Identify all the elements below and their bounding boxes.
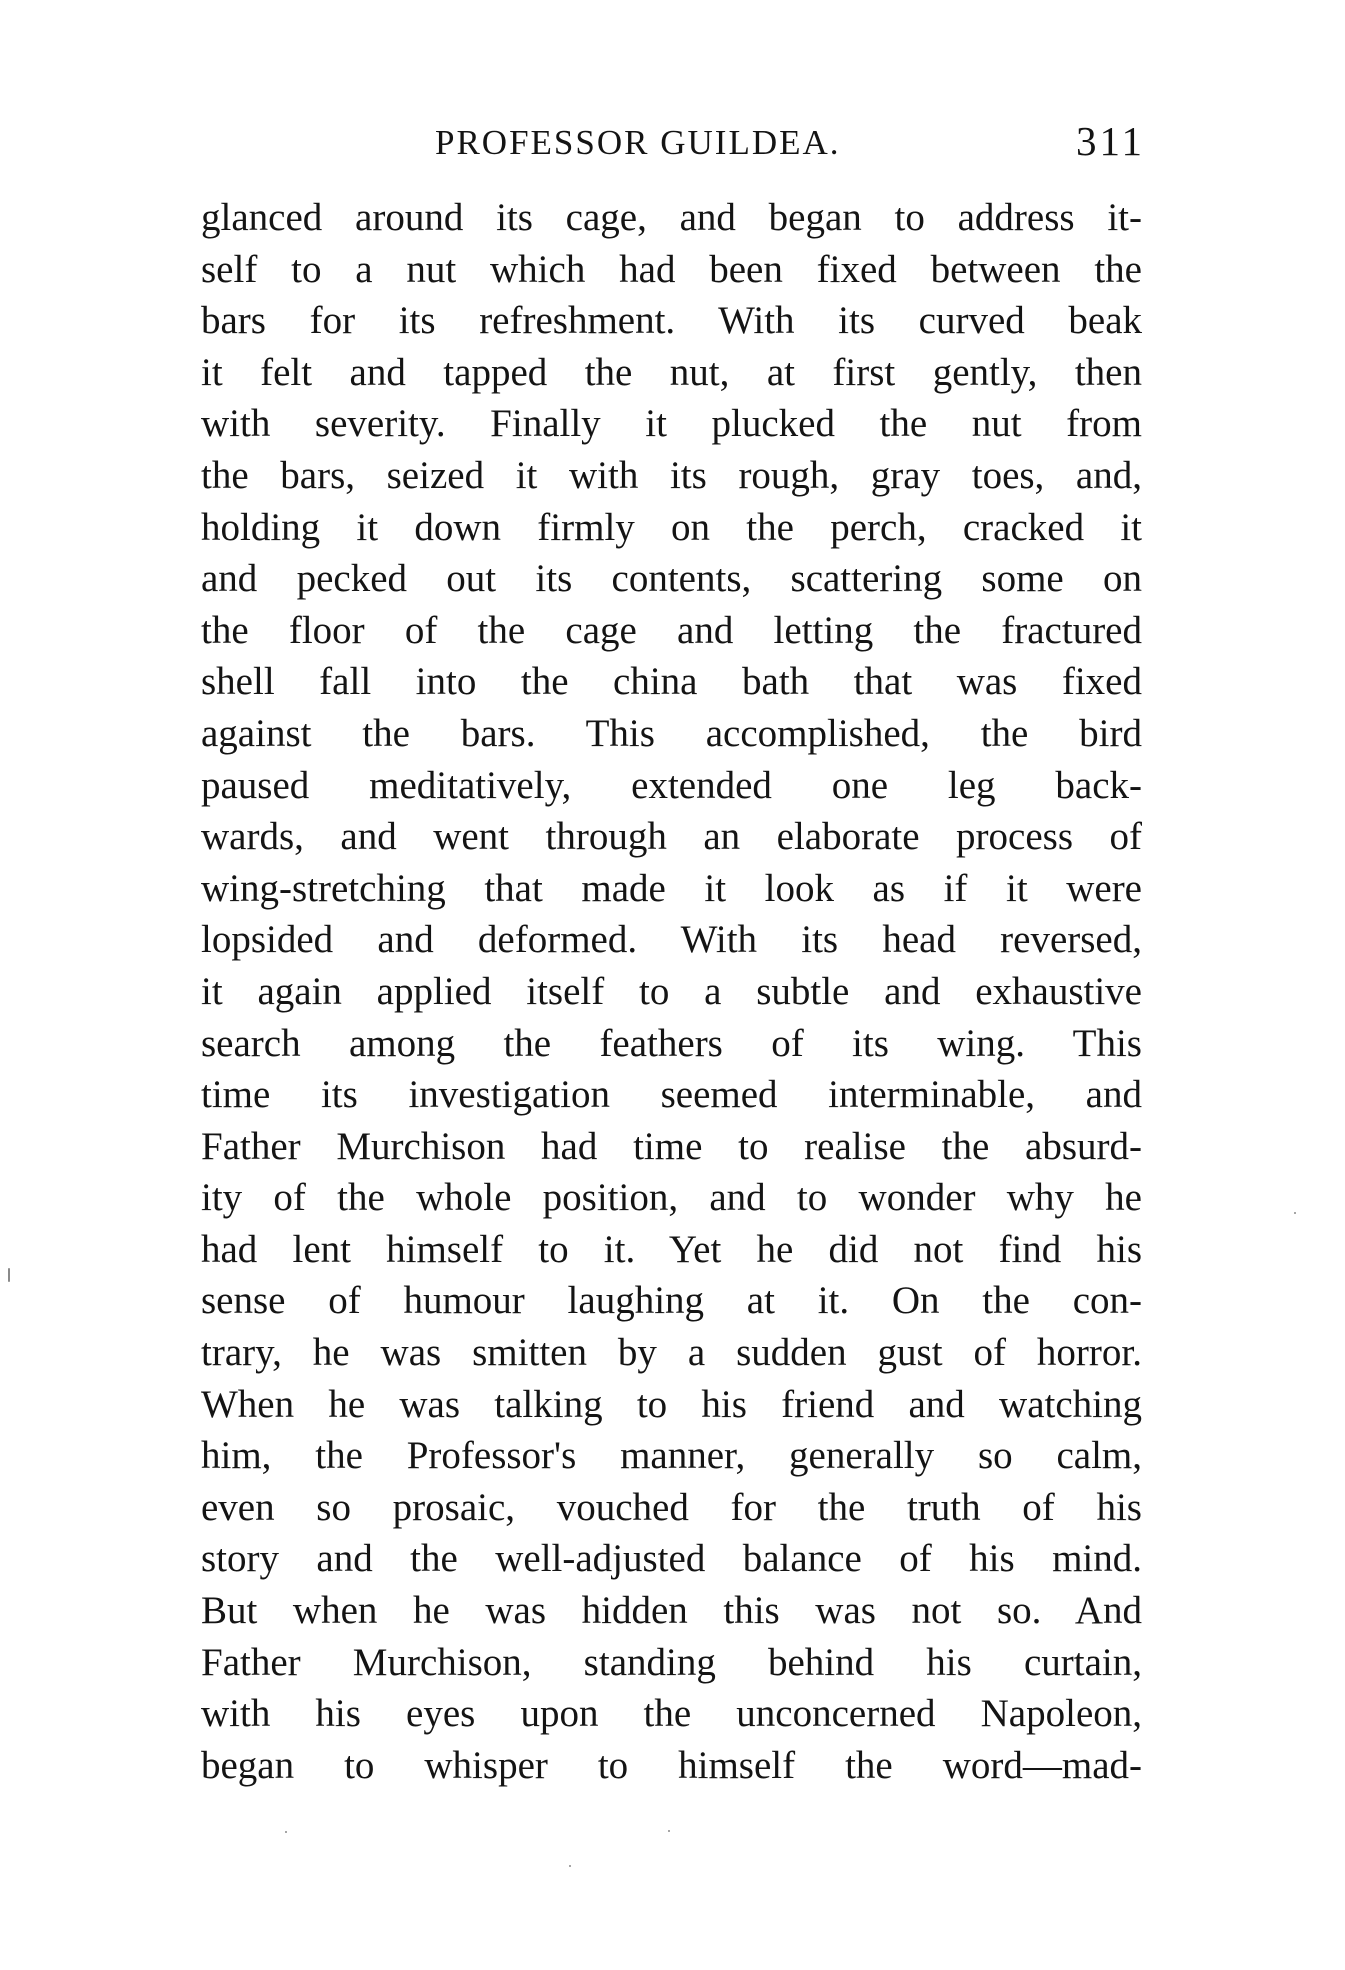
body-text xyxy=(201,192,1142,1791)
text-line: search among the feathers of its wing. This xyxy=(201,1021,1142,1065)
text-line: with his eyes upon the unconcerned Napoleon, xyxy=(201,1692,1142,1736)
text-line: self to a nut which had been fixed between the xyxy=(201,247,1142,291)
text-line: time its investigation seemed interminable, and xyxy=(201,1073,1142,1117)
text-line: had lent himself to it. Yet he did not find his xyxy=(201,1227,1142,1271)
text-line: lopsided and deformed. With its head reversed, xyxy=(201,918,1142,962)
text-line: paused meditatively, extended one leg back- xyxy=(201,763,1142,807)
text-line: began to whisper to himself the word—mad- xyxy=(201,1743,1142,1787)
page-number: 311 xyxy=(1076,118,1145,164)
paper-speck xyxy=(569,1865,571,1867)
text-line: sense of humour laughing at it. On the con- xyxy=(201,1279,1142,1323)
text-line: it felt and tapped the nut, at first gently, then xyxy=(201,350,1142,394)
text-line: story and the well-adjusted balance of his mind. xyxy=(201,1537,1142,1581)
text-line: with severity. Finally it plucked the nut from xyxy=(201,402,1142,446)
paper-speck xyxy=(668,1830,670,1832)
text-line: ity of the whole position, and to wonder why he xyxy=(201,1176,1142,1220)
text-line: it again applied itself to a subtle and exhaustive xyxy=(201,969,1142,1013)
text-line: trary, he was smitten by a sudden gust of horror. xyxy=(201,1331,1142,1375)
text-line: and pecked out its contents, scattering some on xyxy=(201,557,1142,601)
text-line: the bars, seized it with its rough, gray toes, and, xyxy=(201,453,1142,497)
paper-speck xyxy=(1294,1212,1296,1214)
text-line: But when he was hidden this was not so. And xyxy=(201,1589,1142,1633)
text-line: When he was talking to his friend and watching xyxy=(201,1382,1142,1426)
paper-speck xyxy=(285,1831,287,1833)
running-head xyxy=(200,118,1145,168)
text-line: him, the Professor's manner, generally so calm, xyxy=(201,1434,1142,1478)
text-line: Father Murchison had time to realise the absurd- xyxy=(201,1124,1142,1168)
text-line: wing-stretching that made it look as if it were xyxy=(201,866,1142,910)
text-line: the floor of the cage and letting the fractured xyxy=(201,608,1142,652)
text-line: bars for its refreshment. With its curved beak xyxy=(201,299,1142,343)
text-line: shell fall into the china bath that was fixed xyxy=(201,660,1142,704)
text-line: holding it down firmly on the perch, cracked it xyxy=(201,505,1142,549)
text-line: against the bars. This accomplished, the bird xyxy=(201,711,1142,755)
text-line: Father Murchison, standing behind his curtain, xyxy=(201,1640,1142,1684)
text-line: wards, and went through an elaborate process of xyxy=(201,815,1142,859)
text-line: glanced around its cage, and began to address it- xyxy=(201,196,1142,239)
paper-speck xyxy=(8,1268,10,1282)
running-title: PROFESSOR GUILDEA. xyxy=(435,123,841,162)
text-line: even so prosaic, vouched for the truth of his xyxy=(201,1485,1142,1529)
